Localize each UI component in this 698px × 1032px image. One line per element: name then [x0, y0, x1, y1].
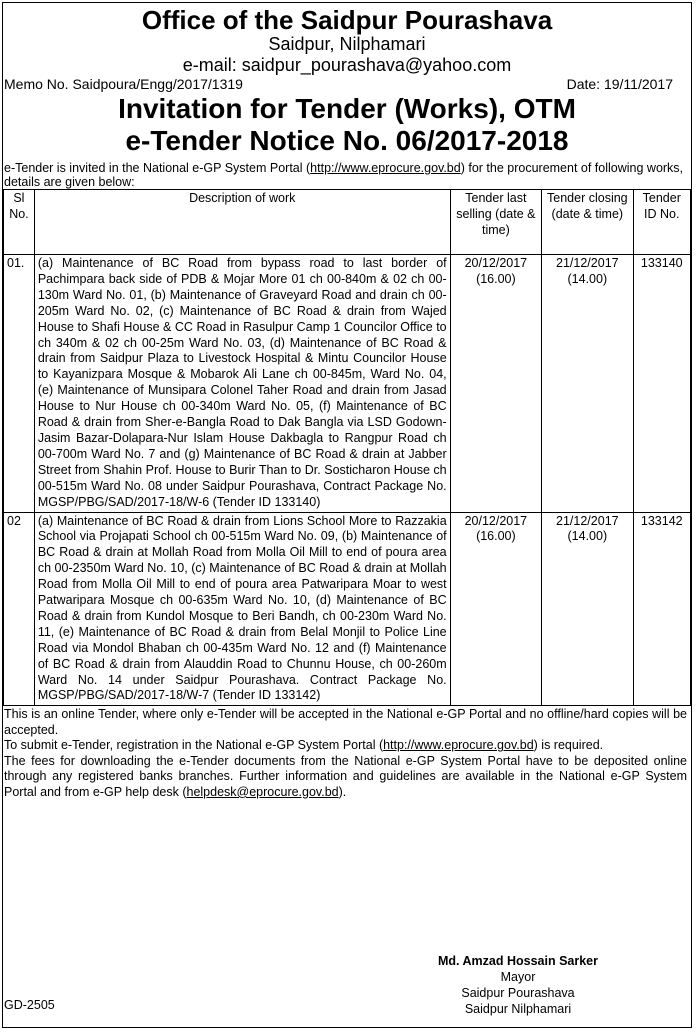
- row-description: (a) Maintenance of BC Road from bypass road to last border of Pachimpara back side of PDB & Mojar More 01 ch 00-840m & 02 ch 00-130m Ward No. 01, (b) Maintenance of Graveyard Road and drain ch 00-205m Ward No. 02, (c) Maintenance of BC Road & drain from Wajed House to Shafi House & CC Road in Rasulpur Camp 1 Councilor Office to ch 340m & 02 ch 00-25m Ward No. 03, (d) Maintenance of BC Road & drain from Saidpur Plaza to Livestock Hospital & Mintu Councilor House to Kayanizpara Mosque & Mobarok Ali Lane ch 00-845m, Ward No. 04, (e) Maintenance of Munsipara Colonel Taher Road and drain from Jasad House to Nur House ch 00-340m Ward No. 05, (f) Maintenance of BC Road & drain from Sher-e-Bangla Road to Dak Bangla via LSD Godown-Jasim Bazar-Dolapara-Nur Islam House Dakbagla to Rangpur Road ch 00-700m Ward No. 7 and (g) Maintenance of BC Road & drain at Jabber Street from Shahin Prof. House to Burir Than to Dr. Sosticharon House ch 00-515m Ward No. 08 under Saidpur Pourashava, Contract Package No. MGSP/PBG/SAD/2017-18/W-6 (Tender ID 133140): [34, 255, 450, 513]
- online-note: This is an online Tender, where only e-Tender will be accepted in the National e-GP Portal and no offline/hard copies will be accepted.: [4, 707, 687, 737]
- header-selling: Tender last selling (date & time): [450, 190, 541, 255]
- row-selling: 20/12/2017 (16.00): [450, 512, 541, 706]
- notice-date: Date: 19/11/2017: [566, 76, 673, 92]
- row-description: (a) Maintenance of BC Road & drain from Lions School More to Razzakia School via Projapati School ch 00-515m Ward No. 09, (b) Maintenance of BC Road & drain at Mollah Road from Molla Oil Mill to end of poura area ch 00-2350m Ward No. 10, (c) Maintenance of BC Road & drain at Mollah Road from Molla Oil Mill to end of poura area Patwaripara Moar to west Patwaripara Mosque ch 00-635m Ward No. 10, (d) Maintenance of BC Road & drain from Kundol Mosque to Beri Bandh, ch 00-230m Ward No. 11, (e) Maintenance of BC Road & drain from Belal Monjil to Police Line Road via Mondol Bhaban ch 00-435m Ward No. 12 and (f) Maintenance of BC Road & drain from Alauddin Road to Chunnu House, ch 00-260m Ward No. 14 under Saidpur Pourashava. Contract Package No. MGSP/PBG/SAD/2017-18/W-7 (Tender ID 133142): [34, 512, 450, 706]
- helpdesk-email-link[interactable]: helpdesk@eprocure.gov.bd: [186, 784, 339, 799]
- registration-note: To submit e-Tender, registration in the National e-GP System Portal (http://www.eprocure.gov.bd) is required.: [4, 738, 604, 753]
- row-tender-id: 133142: [633, 512, 690, 706]
- gd-number: GD-2505: [4, 998, 55, 1012]
- row-closing: 21/12/2017 (14.00): [542, 255, 633, 513]
- row-tender-id: 133140: [633, 255, 690, 513]
- memo-number: Memo No. Saidpoura/Engg/2017/1319: [4, 76, 243, 92]
- notice-title: Invitation for Tender (Works), OTM: [118, 93, 576, 124]
- office-email: e-mail: saidpur_pourashava@yahoo.com: [182, 55, 512, 75]
- signatory-name: Md. Amzad Hossain Sarker: [438, 954, 599, 968]
- tender-notice-page: [2, 2, 692, 1028]
- office-title: Office of the Saidpur Pourashava: [141, 5, 553, 35]
- table-row: [4, 512, 691, 706]
- notice-number: e-Tender Notice No. 06/2017-2018: [125, 125, 569, 156]
- signatory-place: Saidpur Nilphamari: [464, 1002, 572, 1016]
- header-tender-id: Tender ID No.: [633, 190, 690, 255]
- footer-notes: [3, 706, 691, 800]
- intro-paragraph: e-Tender is invited in the National e-GP System Portal (http://www.eprocure.gov.bd) for the procurement of following works, details are given below:: [4, 161, 684, 189]
- header-sl: Sl No.: [4, 190, 35, 255]
- row-selling: 20/12/2017 (16.00): [450, 255, 541, 513]
- header-description: Description of work: [34, 190, 450, 255]
- signature-block: [438, 953, 598, 1017]
- works-table: [3, 189, 691, 706]
- office-address: Saidpur, Nilphamari: [268, 34, 426, 54]
- memo-row: [3, 76, 691, 93]
- header-closing: Tender closing (date & time): [542, 190, 633, 255]
- fees-note: The fees for downloading the e-Tender documents from the National e-GP System Portal have to be deposited online through any registered banks branches. Further information and guidelines are available in the National e-GP System Portal and from e-GP help desk (helpdesk@eprocure.gov.bd).: [4, 753, 687, 799]
- row-sl: 01.: [4, 255, 35, 513]
- table-header-row: [4, 190, 691, 255]
- row-closing: 21/12/2017 (14.00): [542, 512, 633, 706]
- signatory-designation: Mayor: [500, 970, 536, 984]
- eprocure-link[interactable]: http://www.eprocure.gov.bd: [310, 161, 461, 175]
- table-row: [4, 255, 691, 513]
- registration-link[interactable]: http://www.eprocure.gov.bd: [383, 738, 534, 753]
- signatory-org: Saidpur Pourashava: [461, 986, 575, 1000]
- row-sl: 02: [4, 512, 35, 706]
